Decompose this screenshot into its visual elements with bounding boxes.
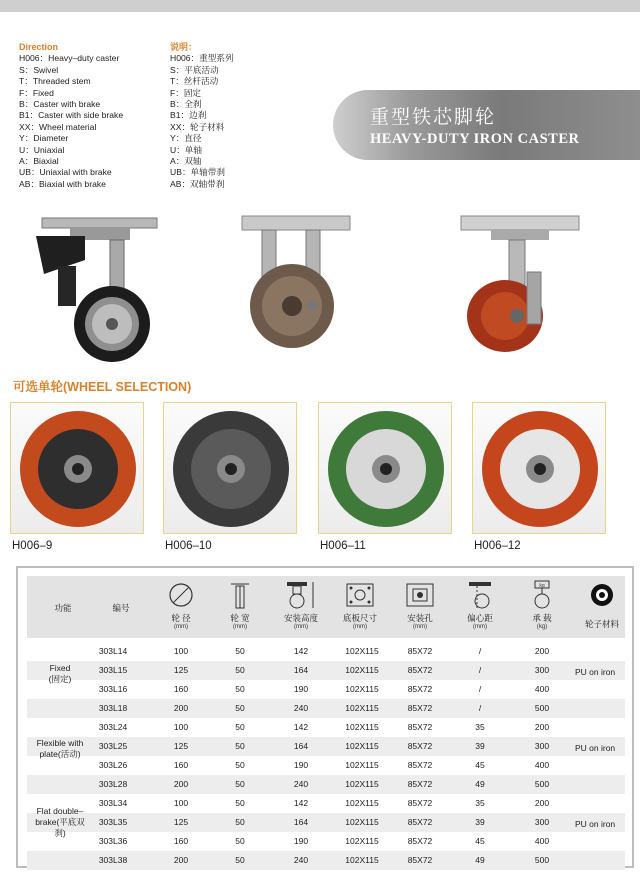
table-cell: 125 <box>173 741 189 751</box>
table-cell: 240 <box>293 779 309 789</box>
legend-english-line: XX：Wheel material <box>19 121 97 132</box>
table-cell: 50 <box>235 817 245 827</box>
legend-english-line: H006：Heavy–duty caster <box>19 53 120 64</box>
table-cell: 49 <box>475 779 485 789</box>
table-cell: 240 <box>293 855 309 865</box>
table-cell: 50 <box>235 855 245 865</box>
table-cell: 190 <box>293 836 309 846</box>
wheel-diameter-icon <box>168 582 194 608</box>
header-code: 编号 <box>112 603 130 613</box>
header-offset-unit: (mm) <box>473 624 487 630</box>
table-cell: 35 <box>475 798 485 808</box>
table-cell: 85X72 <box>407 684 433 694</box>
table-cell: 85X72 <box>407 722 433 732</box>
table-cell: 102X115 <box>345 703 379 713</box>
table-cell: 200 <box>173 703 189 713</box>
table-cell: 85X72 <box>407 817 433 827</box>
legend-english-line: Y：Diameter <box>19 133 69 144</box>
table-cell: 500 <box>534 703 550 713</box>
plate-size-icon <box>345 582 375 608</box>
header-wheel-width: 轮 宽 <box>230 613 250 623</box>
header-load-unit: (kg) <box>536 624 548 630</box>
table-cell: 160 <box>173 836 189 846</box>
legend-chinese-line: UB：单轴带刹 <box>170 167 225 178</box>
header-function: 功能 <box>54 603 72 613</box>
table-cell: 100 <box>173 646 189 656</box>
bolt-hole-icon <box>405 582 435 608</box>
wheel-image-frame <box>163 402 297 534</box>
table-cell: 102X115 <box>345 722 379 732</box>
table-cell: / <box>478 684 482 694</box>
table-cell: 102X115 <box>345 741 379 751</box>
table-cell: / <box>478 646 482 656</box>
table-cell: 303L38 <box>98 855 128 865</box>
table-row <box>27 832 625 851</box>
load-capacity-icon <box>527 580 557 610</box>
table-row <box>27 661 625 680</box>
swivel-brake-caster-image <box>30 212 165 362</box>
wheel-material-icon <box>589 582 615 608</box>
swivel-red-caster-image <box>455 212 585 357</box>
group-label-brake: Flat double– brake(平底双 刹) <box>35 806 85 838</box>
table-cell: 50 <box>235 836 245 846</box>
table-cell: 164 <box>293 665 309 675</box>
table-cell: 100 <box>173 798 189 808</box>
table-cell: 50 <box>235 798 245 808</box>
table-cell: 50 <box>235 722 245 732</box>
table-cell: 303L16 <box>98 684 128 694</box>
table-cell: 85X72 <box>407 760 433 770</box>
table-cell: 50 <box>235 684 245 694</box>
legend-chinese-heading: 说明： <box>170 42 198 52</box>
table-cell: 400 <box>534 760 550 770</box>
legend-english-line: B：Caster with brake <box>19 99 101 110</box>
table-cell: 142 <box>293 646 309 656</box>
table-cell: 39 <box>475 741 485 751</box>
wheel-label: H006–10 <box>165 540 212 552</box>
legend-chinese-line: S：平底活动 <box>170 64 219 75</box>
table-cell: 200 <box>173 855 189 865</box>
table-row <box>27 642 625 661</box>
table-cell: 102X115 <box>345 760 379 770</box>
table-cell: / <box>478 665 482 675</box>
legend-chinese-line: XX：轮子材料 <box>170 121 225 132</box>
header-load: 承 载 <box>532 613 552 623</box>
mounting-height-icon <box>283 580 317 610</box>
table-cell: 200 <box>173 779 189 789</box>
table-cell: 125 <box>173 817 189 827</box>
table-cell: 303L28 <box>98 779 128 789</box>
header-mounting-height-unit: (mm) <box>294 624 308 630</box>
table-cell: 102X115 <box>345 836 379 846</box>
table-cell: 102X115 <box>345 646 379 656</box>
wheel-image-frame <box>472 402 606 534</box>
table-cell: 102X115 <box>345 817 379 827</box>
wheel-bore <box>225 463 237 475</box>
wheel-bore <box>72 463 84 475</box>
wheel-bore <box>380 463 392 475</box>
table-cell: 303L36 <box>98 836 128 846</box>
legend-chinese-line: A：双轴 <box>170 156 202 167</box>
table-cell: 160 <box>173 684 189 694</box>
table-cell: 85X72 <box>407 646 433 656</box>
legend-chinese-line: U：单轴 <box>170 144 202 155</box>
table-cell: 303L34 <box>98 798 128 808</box>
top-bar <box>0 0 640 12</box>
table-cell: 300 <box>534 665 550 675</box>
table-cell: 400 <box>534 836 550 846</box>
legend-english-line: F：Fixed <box>19 87 54 98</box>
wheel-width-icon <box>227 580 253 610</box>
wheel-label: H006–9 <box>12 540 53 552</box>
table-cell: 164 <box>293 817 309 827</box>
table-cell: 300 <box>534 741 550 751</box>
table-cell: 102X115 <box>345 779 379 789</box>
legend-english-line: A：Biaxial <box>19 156 59 167</box>
table-cell: 500 <box>534 779 550 789</box>
table-cell: 142 <box>293 798 309 808</box>
table-cell: 400 <box>534 684 550 694</box>
header-material: 轮子材料 <box>584 619 619 629</box>
table-cell: 85X72 <box>407 703 433 713</box>
table-cell: 102X115 <box>345 855 379 865</box>
header-plate-size: 底板尺寸 <box>342 613 377 623</box>
material-label: PU on iron <box>575 743 616 753</box>
table-cell: 50 <box>235 646 245 656</box>
table-row <box>27 756 625 775</box>
table-cell: 303L24 <box>98 722 128 732</box>
table-cell: 85X72 <box>407 665 433 675</box>
legend-chinese-line: B：全刹 <box>170 99 202 110</box>
wheel-label: H006–11 <box>320 540 366 552</box>
table-cell: 50 <box>235 741 245 751</box>
table-cell: 200 <box>534 646 550 656</box>
legend-english-line: B1：Caster with side brake <box>19 110 124 121</box>
spec-table <box>16 566 634 868</box>
table-cell: 35 <box>475 722 485 732</box>
header-bolt-holes: 安装孔 <box>407 613 433 623</box>
legend-english-line: AB：Biaxial with brake <box>19 178 106 189</box>
table-cell: 142 <box>293 722 309 732</box>
material-label: PU on iron <box>575 819 616 829</box>
table-row <box>27 737 625 756</box>
table-row <box>27 699 625 718</box>
table-row <box>27 794 625 813</box>
legend-chinese-line: B1：边刹 <box>170 110 207 121</box>
table-cell: 200 <box>534 722 550 732</box>
table-cell: 50 <box>235 665 245 675</box>
table-row <box>27 813 625 832</box>
table-cell: 160 <box>173 760 189 770</box>
table-cell: / <box>478 703 482 713</box>
wheel-image-frame <box>10 402 144 534</box>
table-cell: 190 <box>293 684 309 694</box>
legend-chinese-line: T：丝杆活动 <box>170 76 219 87</box>
table-cell: 50 <box>235 760 245 770</box>
table-cell: 303L18 <box>98 703 128 713</box>
table-cell: 303L35 <box>98 817 128 827</box>
group-label-fixed: Fixed (固定) <box>48 663 72 684</box>
table-cell: 303L26 <box>98 760 128 770</box>
wheel-bore <box>534 463 546 475</box>
legend-english-heading: Direction <box>19 42 59 52</box>
legend-chinese-line: F：固定 <box>170 87 202 98</box>
header-wheel-diameter-unit: (mm) <box>174 624 188 630</box>
table-cell: 85X72 <box>407 779 433 789</box>
banner-title-chinese: 重型铁芯脚轮 <box>370 106 497 128</box>
table-cell: 303L14 <box>98 646 128 656</box>
wheel-label: H006–12 <box>474 540 521 552</box>
table-cell: 190 <box>293 760 309 770</box>
table-cell: 300 <box>534 817 550 827</box>
group-label-flexible: Flexible with plate(活动) <box>36 738 84 759</box>
header-offset: 偏心距 <box>467 613 493 623</box>
table-row <box>27 680 625 699</box>
legend-english-line: T：Threaded stem <box>19 76 91 87</box>
legend-english-line: UB：Uniaxial with brake <box>19 167 112 178</box>
table-cell: 125 <box>173 665 189 675</box>
table-row <box>27 851 625 870</box>
table-cell: 85X72 <box>407 836 433 846</box>
header-wheel-diameter: 轮 径 <box>171 613 191 623</box>
table-cell: 49 <box>475 855 485 865</box>
table-cell: 45 <box>475 836 485 846</box>
table-cell: 100 <box>173 722 189 732</box>
legend-english <box>19 42 123 190</box>
legend-chinese-line: Y：直径 <box>170 133 202 144</box>
table-cell: 85X72 <box>407 741 433 751</box>
header-wheel-width-unit: (mm) <box>233 624 247 630</box>
legend-english-line: S：Swivel <box>19 64 59 75</box>
wheel-selection-title: 可选单轮(WHEEL SELECTION) <box>13 380 192 394</box>
legend-chinese <box>170 42 234 190</box>
wheel-image-frame <box>318 402 452 534</box>
legend-chinese-line: H006：重型系列 <box>170 53 234 64</box>
table-row <box>27 718 625 737</box>
table-cell: 164 <box>293 741 309 751</box>
table-cell: 240 <box>293 703 309 713</box>
table-cell: 85X72 <box>407 855 433 865</box>
table-cell: 303L15 <box>98 665 128 675</box>
table-cell: 45 <box>475 760 485 770</box>
table-cell: 303L25 <box>98 741 128 751</box>
legend-english-line: U：Uniaxial <box>19 144 65 155</box>
header-bolt-holes-unit: (mm) <box>413 624 427 630</box>
table-cell: 39 <box>475 817 485 827</box>
table-cell: 50 <box>235 779 245 789</box>
table-cell: 200 <box>534 798 550 808</box>
legend-chinese-line: AB：双轴带刹 <box>170 178 225 189</box>
table-cell: 102X115 <box>345 798 379 808</box>
fixed-caster-image <box>236 212 356 357</box>
table-row <box>27 775 625 794</box>
header-mounting-height: 安装高度 <box>283 613 318 623</box>
banner-title-english: HEAVY-DUTY IRON CASTER <box>370 131 580 147</box>
table-header <box>27 576 625 638</box>
table-cell: 102X115 <box>345 665 379 675</box>
offset-icon <box>465 580 495 610</box>
table-cell: 102X115 <box>345 684 379 694</box>
material-label: PU on iron <box>575 667 616 677</box>
table-cell: 50 <box>235 703 245 713</box>
header-plate-size-unit: (mm) <box>353 624 367 630</box>
table-cell: 500 <box>534 855 550 865</box>
table-cell: 85X72 <box>407 798 433 808</box>
load-icon-text: kg <box>539 583 545 589</box>
